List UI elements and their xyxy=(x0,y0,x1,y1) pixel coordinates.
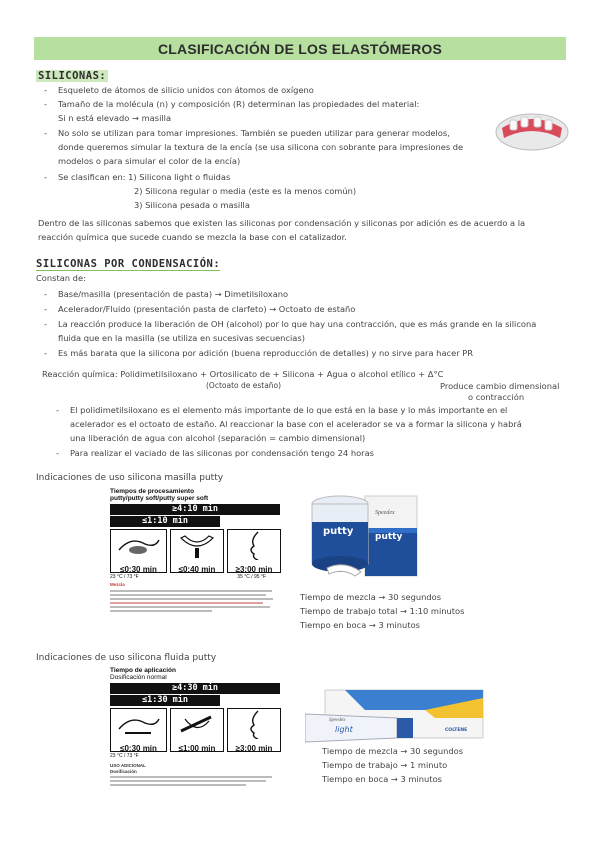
mix-time: ≤0:30 min xyxy=(120,744,157,753)
time-line: Tiempo de mezcla → 30 segundos xyxy=(300,592,442,602)
time-line: Tiempo de trabajo total → 1:10 minutos xyxy=(300,606,465,616)
title-bar xyxy=(34,37,566,60)
list-item: 2) Silicona regular o media (este es la menos común) xyxy=(134,186,357,196)
fine-print xyxy=(110,776,280,786)
paragraph-line: reacción química que sucede cuando se mezcla la base con el catalizador. xyxy=(38,232,347,242)
page-title: CLASIFICACIÓN DE LOS ELASTÓMEROS xyxy=(157,40,443,57)
mouth-illustration xyxy=(227,529,281,573)
maker-label: COLTENE xyxy=(445,728,468,733)
fine-print xyxy=(110,590,280,612)
list-item: Si n está elevado → masilla xyxy=(58,113,172,123)
syringe-illustration xyxy=(170,708,224,752)
mix-illustration xyxy=(110,708,167,752)
list-item: donde queremos simular la textura de la encía (se usa silicona con sobrante para impresiones de xyxy=(58,142,464,152)
list-item: - Para realizar el vaciado de las siliconas por condensación tengo 24 horas xyxy=(70,448,374,459)
apply-time: ≤1:00 min xyxy=(178,744,216,753)
tray-icon xyxy=(171,530,223,560)
paragraph-line: Dentro de las siliconas sabemos que existen las siliconas por condensación y siliconas por adición es de acuerdo a la xyxy=(38,218,526,228)
putty-product-image xyxy=(305,488,420,583)
syringe-icon xyxy=(171,709,223,739)
list-item: - Se clasifican en: 1) Silicona light o fluidas xyxy=(58,172,230,183)
sheet-subtitle: putty/putty soft/putty super soft xyxy=(110,495,209,502)
brand-label: Speedex xyxy=(375,510,395,516)
total-time-bar: ≥4:10 min xyxy=(110,504,280,515)
work-time-bar: ≤1:10 min xyxy=(110,516,220,527)
caption-putty: Indicaciones de uso silicona masilla putty xyxy=(36,473,224,483)
sheet-title: Tiempos de procesamiento xyxy=(110,488,195,495)
product-label-box: putty xyxy=(375,532,403,542)
putty-instructions-sheet xyxy=(110,488,280,638)
section-heading-siliconas: SILICONAS: xyxy=(38,70,107,82)
list-item: una liberación de agua con alcohol (separación = cambio dimensional) xyxy=(70,433,366,443)
list-item: fluida que en la masilla (se utiliza en sucesivas secuencias) xyxy=(58,333,305,343)
note-title: USO ADICIONAL xyxy=(110,763,146,768)
dental-model-image xyxy=(490,98,572,154)
list-item: - Base/masilla (presentación de pasta) → Dimetilsiloxano xyxy=(58,289,288,300)
product-label: light xyxy=(335,725,353,734)
note-title: Mezcla xyxy=(110,582,125,587)
list-item: - El polidimetilsiloxano es el elemento más importante de lo que está en la base y lo más importante en el xyxy=(70,405,507,416)
mouth-time: ≥3:00 min xyxy=(235,565,273,574)
temperature-label: 23 °C / 73 °F xyxy=(110,753,139,759)
list-item: - Acelerador/Fluido (presentación pasta de clarfeto) → Octoato de estaño xyxy=(58,304,355,315)
face-profile-icon xyxy=(228,709,280,739)
list-item: - Tamaño de la molécula (n) y composición (R) determinan las propiedades del material: xyxy=(58,99,419,110)
temperature-label: 23 °C / 73 °F xyxy=(110,574,139,580)
caption-light: Indicaciones de uso silicona fluida putty xyxy=(36,653,217,663)
list-item: acelerador es el octoato de estaño. Al reaccionar la base con el acelerador se va a formar la silicona y habrá xyxy=(70,419,522,429)
list-item: - La reacción produce la liberación de OH (alcohol) por lo que hay una contracción, que es más grande en la silicona xyxy=(58,319,536,330)
light-product-image xyxy=(305,688,485,744)
tray-illustration xyxy=(170,529,224,573)
list-item: - No solo se utilizan para tomar impresiones. También se pueden utilizar para generar modelos, xyxy=(58,128,450,139)
note-subtitle: Dosificación xyxy=(110,768,137,774)
list-item: modelos o para simular el color de la encía) xyxy=(58,156,241,166)
brand-label: Speedex xyxy=(329,718,346,723)
reaction-subnote: (Octoato de estaño) xyxy=(206,381,282,390)
temperature-label: 35 °C / 95 °F xyxy=(237,574,266,580)
section-heading-condensacion: SILICONAS POR CONDENSACIÓN: xyxy=(36,258,221,270)
product-label: putty xyxy=(323,526,354,537)
dental-model-icon xyxy=(490,98,572,154)
list-item: 3) Silicona pesada o masilla xyxy=(134,200,250,210)
light-instructions-sheet xyxy=(110,667,280,807)
time-line: Tiempo en boca → 3 minutos xyxy=(300,620,420,630)
load-time: ≤0:40 min xyxy=(178,565,216,574)
sheet-subtitle: Dosificación normal xyxy=(110,674,167,681)
hands-mixing-icon xyxy=(111,709,166,739)
list-item: - Es más barata que la silicona por adición (buena reproducción de detalles) y no sirve para hacer PR xyxy=(58,348,473,359)
reaction-note: Produce cambio dimensional xyxy=(440,381,560,391)
time-line: Tiempo de trabajo → 1 minuto xyxy=(322,760,448,770)
intro-text: Constan de: xyxy=(36,273,86,283)
list-item: - Esqueleto de átomos de silicio unidos con átomos de oxígeno xyxy=(58,85,314,96)
time-line: Tiempo de mezcla → 30 segundos xyxy=(322,746,464,756)
reaction-formula: Reacción química: Polidimetilsiloxano + Ortosilicato de + Silicona + Agua o alcohol etílico + Δ°C xyxy=(42,369,444,379)
time-line: Tiempo en boca → 3 minutos xyxy=(322,774,442,784)
mix-time: ≤0:30 min xyxy=(120,565,157,574)
sheet-title: Tiempo de aplicación xyxy=(110,667,176,674)
mouth-illustration xyxy=(227,708,281,752)
face-profile-icon xyxy=(228,530,280,560)
light-tube-icon xyxy=(305,688,485,744)
mix-illustration xyxy=(110,529,167,573)
total-time-bar: ≥4:30 min xyxy=(110,683,280,694)
hands-mixing-icon xyxy=(111,530,166,560)
mouth-time: ≥3:00 min xyxy=(235,744,273,753)
work-time-bar: ≤1:30 min xyxy=(110,695,220,706)
reaction-note: o contracción xyxy=(468,392,525,402)
